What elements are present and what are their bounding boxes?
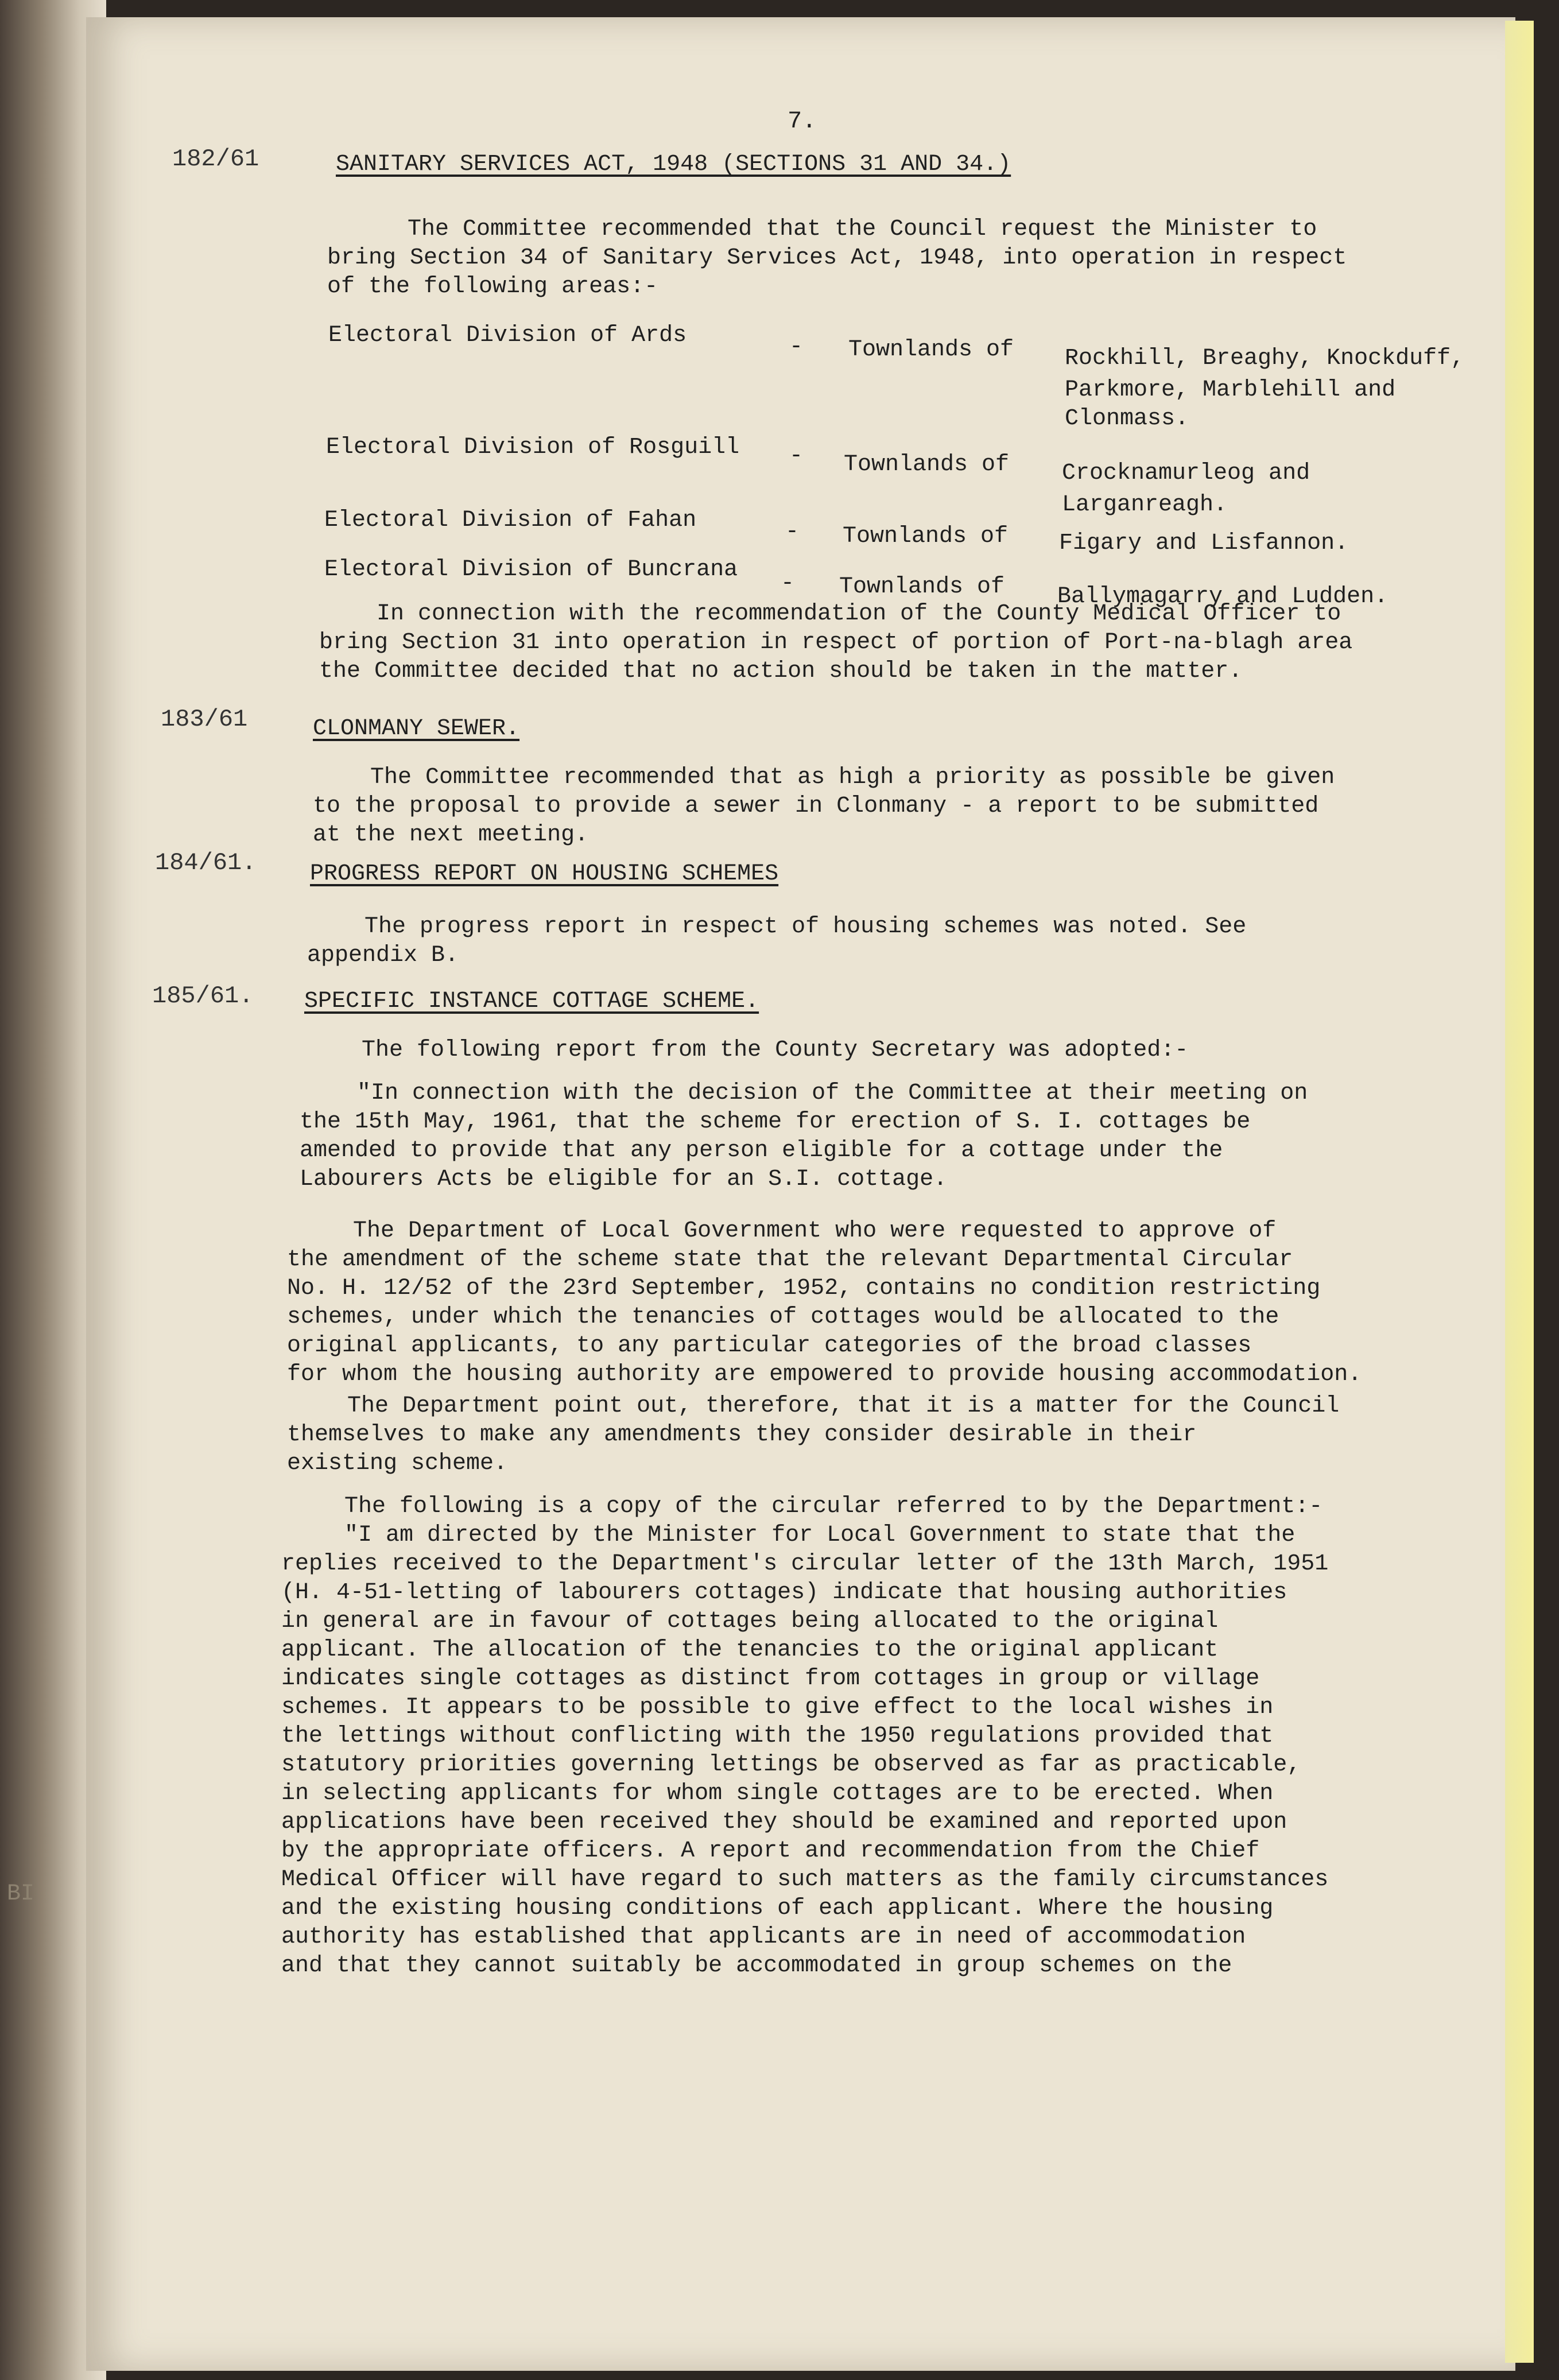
page-number: 7. bbox=[788, 107, 817, 135]
electoral-division: Electoral Division of Rosguill bbox=[326, 435, 740, 460]
margin-mark: BI bbox=[7, 1881, 35, 1907]
minute-number: 184/61. bbox=[155, 849, 257, 877]
townland-names: Rockhill, Breaghy, Knockduff, bbox=[1065, 346, 1465, 371]
townland-names: Larganreagh. bbox=[1062, 492, 1228, 518]
electoral-division: Electoral Division of Ards bbox=[328, 323, 687, 348]
electoral-division: Electoral Division of Buncrana bbox=[324, 557, 738, 583]
townlands-label: Townlands of bbox=[844, 452, 1010, 478]
report-paragraph: The Department of Local Government who were requested to approve of the amendment of the scheme state that the relevant Departmental Circular No. H. 12/52 of the 23rd September, 1952, contains no condition restricting schemes, under which the tenancies of cottages would be allocated to the original applicants, to any particular categories of the broad classes for whom the housing authority are empowered to provide housing accommodation. bbox=[287, 1218, 1362, 1387]
townlands-dash: - bbox=[789, 334, 804, 360]
townlands-dash: - bbox=[785, 519, 800, 545]
townland-names: Clonmass. bbox=[1065, 406, 1189, 432]
section-heading: PROGRESS REPORT ON HOUSING SCHEMES bbox=[310, 861, 779, 887]
townlands-dash: - bbox=[789, 443, 804, 469]
electoral-division: Electoral Division of Fahan bbox=[324, 507, 697, 533]
section-heading: CLONMANY SEWER. bbox=[313, 716, 520, 742]
townland-names: Figary and Lisfannon. bbox=[1059, 530, 1349, 556]
townland-names: Parkmore, Marblehill and bbox=[1065, 377, 1396, 403]
intro-paragraph: The Committee recommended that the Council request the Minister to bring Section 34 of Sanitary Services Act, 1948, into operation in respect of the following areas:- bbox=[327, 216, 1347, 300]
townlands-label: Townlands of bbox=[843, 524, 1009, 549]
lead-sentence: The following report from the County Secretary was adopted:- bbox=[362, 1037, 1189, 1063]
minute-number: 185/61. bbox=[152, 982, 254, 1010]
section-heading: SPECIFIC INSTANCE COTTAGE SCHEME. bbox=[304, 989, 759, 1014]
body-paragraph: In connection with the recommendation of the County Medical Officer to bring Section 31 into operation in respect of portion of Port-na-blagh area the Committee decided that no action should be taken in the matter. bbox=[319, 601, 1353, 684]
townlands-dash: - bbox=[781, 571, 795, 596]
minute-number: 183/61 bbox=[161, 706, 248, 733]
body-paragraph: The progress report in respect of housing schemes was noted. See appendix B. bbox=[307, 914, 1247, 968]
body-paragraph: The Committee recommended that as high a priority as possible be given to the proposal to provide a sewer in Clonmany - a report to be submitted at the next meeting. bbox=[313, 765, 1335, 848]
townlands-label: Townlands of bbox=[848, 337, 1014, 363]
townland-names: Ballymagarry and Ludden. bbox=[1057, 584, 1389, 610]
section-heading: SANITARY SERVICES ACT, 1948 (SECTIONS 31 AND 34.) bbox=[336, 152, 1011, 177]
townland-names: Crocknamurleog and bbox=[1062, 460, 1310, 486]
report-paragraph: The Department point out, therefore, that it is a matter for the Council themselves to make any amendments they consider desirable in their existing scheme. bbox=[287, 1393, 1340, 1476]
report-paragraph: "In connection with the decision of the Committee at their meeting on the 15th May, 1961, that the scheme for erection of S. I. cottages be amended to provide that any person eligible for a cottage under the Labourers Acts be eligible for an S.I. cottage. bbox=[300, 1080, 1308, 1192]
circular-quotation: The following is a copy of the circular referred to by the Department:- "I am directed by the Minister for Local Government to state that the replies received to the Department's circular letter of the 13th March, 1951 (H. 4-51-letting of labourers cottages) indicate that housing authorities in general are in favour of cottages being allocated to the original applicant. The allocation of the tenancies to the original applicant indicates single cottages as distinct from cottages in group or village schemes. It appears to be possible to give effect to the local wishes in the lettings without conflicting with the 1950 regulations provided that statutory priorities governing lettings be observed as far as practicable, in selecting applicants for whom single cottages are to be erected. When applications have been received they should be examined and reported upon by the appropriate officers. A report and recommendation from the Chief Medical Officer will have regard to such matters as the family circumstances and the existing housing conditions of each applicant. Where the housing authority has established that applicants are in need of accommodation and that they cannot suitably be accommodated in group schemes on the bbox=[281, 1494, 1329, 1979]
minute-number: 182/61 bbox=[172, 145, 259, 173]
townlands-label: Townlands of bbox=[839, 574, 1005, 600]
